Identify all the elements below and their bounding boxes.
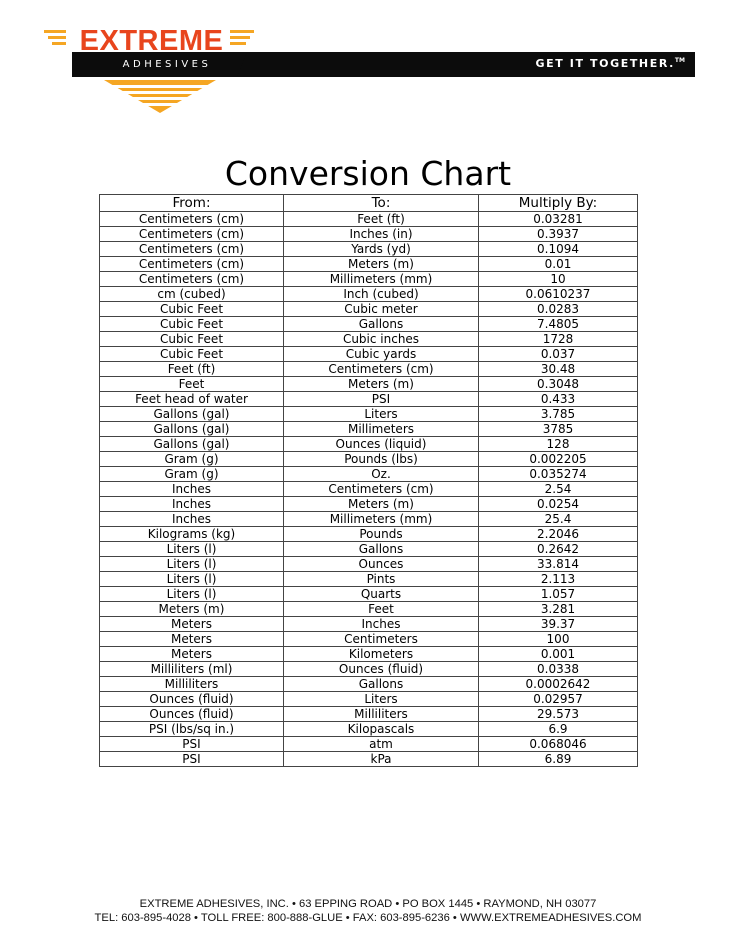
cell-to: Ounces bbox=[284, 557, 479, 572]
cell-multiply: 1.057 bbox=[479, 587, 638, 602]
table-row bbox=[100, 437, 638, 452]
table-row bbox=[100, 692, 638, 707]
cell-to: Ounces (fluid) bbox=[284, 662, 479, 677]
cell-multiply: 39.37 bbox=[479, 617, 638, 632]
table-row bbox=[100, 317, 638, 332]
cell-from: Feet (ft) bbox=[100, 362, 284, 377]
table-row bbox=[100, 452, 638, 467]
cell-multiply: 1728 bbox=[479, 332, 638, 347]
table-row bbox=[100, 617, 638, 632]
cell-to: Gallons bbox=[284, 677, 479, 692]
cell-multiply: 0.02957 bbox=[479, 692, 638, 707]
cell-from: Feet bbox=[100, 377, 284, 392]
table-row bbox=[100, 302, 638, 317]
cell-from: Centimeters (cm) bbox=[100, 227, 284, 242]
table-row bbox=[100, 422, 638, 437]
cell-multiply: 25.4 bbox=[479, 512, 638, 527]
table-header-row bbox=[100, 195, 638, 212]
cell-multiply: 0.037 bbox=[479, 347, 638, 362]
cell-from: Inches bbox=[100, 497, 284, 512]
cell-multiply: 3785 bbox=[479, 422, 638, 437]
table-row bbox=[100, 272, 638, 287]
column-header-multiply: Multiply By: bbox=[479, 195, 638, 212]
cell-to: Inches bbox=[284, 617, 479, 632]
cell-from: Milliliters (ml) bbox=[100, 662, 284, 677]
cell-from: Gallons (gal) bbox=[100, 407, 284, 422]
cell-from: cm (cubed) bbox=[100, 287, 284, 302]
cell-to: Feet bbox=[284, 602, 479, 617]
cell-to: Inch (cubed) bbox=[284, 287, 479, 302]
cell-from: Liters (l) bbox=[100, 557, 284, 572]
cell-to: kPa bbox=[284, 752, 479, 767]
cell-from: Inches bbox=[100, 512, 284, 527]
table-body bbox=[100, 212, 638, 767]
cell-to: Millimeters (mm) bbox=[284, 512, 479, 527]
cell-from: Cubic Feet bbox=[100, 317, 284, 332]
cell-from: Meters bbox=[100, 647, 284, 662]
cell-to: Pounds bbox=[284, 527, 479, 542]
cell-to: Milliliters bbox=[284, 707, 479, 722]
cell-multiply: 0.068046 bbox=[479, 737, 638, 752]
cell-multiply: 10 bbox=[479, 272, 638, 287]
cell-from: Gallons (gal) bbox=[100, 437, 284, 452]
cell-multiply: 0.001 bbox=[479, 647, 638, 662]
cell-from: Liters (l) bbox=[100, 542, 284, 557]
cell-from: Feet head of water bbox=[100, 392, 284, 407]
cell-to: Meters (m) bbox=[284, 497, 479, 512]
logo-wordmark: EXTREME bbox=[79, 25, 224, 57]
cell-multiply: 29.573 bbox=[479, 707, 638, 722]
cell-from: PSI bbox=[100, 752, 284, 767]
cell-multiply: 3.785 bbox=[479, 407, 638, 422]
cell-multiply: 0.035274 bbox=[479, 467, 638, 482]
table-row bbox=[100, 752, 638, 767]
cell-from: Centimeters (cm) bbox=[100, 272, 284, 287]
table-row bbox=[100, 587, 638, 602]
table-row bbox=[100, 347, 638, 362]
cell-multiply: 128 bbox=[479, 437, 638, 452]
cell-multiply: 0.0002642 bbox=[479, 677, 638, 692]
cell-to: Millimeters (mm) bbox=[284, 272, 479, 287]
cell-multiply: 2.2046 bbox=[479, 527, 638, 542]
cell-multiply: 0.3048 bbox=[479, 377, 638, 392]
cell-multiply: 30.48 bbox=[479, 362, 638, 377]
cell-to: Centimeters (cm) bbox=[284, 482, 479, 497]
cell-from: Centimeters (cm) bbox=[100, 242, 284, 257]
cell-multiply: 0.01 bbox=[479, 257, 638, 272]
cell-to: Gallons bbox=[284, 317, 479, 332]
cell-multiply: 0.0338 bbox=[479, 662, 638, 677]
table-row bbox=[100, 287, 638, 302]
table-row bbox=[100, 677, 638, 692]
cell-from: Meters bbox=[100, 617, 284, 632]
table-row bbox=[100, 212, 638, 227]
cell-to: Quarts bbox=[284, 587, 479, 602]
cell-multiply: 0.0254 bbox=[479, 497, 638, 512]
cell-multiply: 0.03281 bbox=[479, 212, 638, 227]
cell-from: Ounces (fluid) bbox=[100, 707, 284, 722]
cell-to: Feet (ft) bbox=[284, 212, 479, 227]
cell-from: Kilograms (kg) bbox=[100, 527, 284, 542]
cell-multiply: 2.54 bbox=[479, 482, 638, 497]
cell-multiply: 0.1094 bbox=[479, 242, 638, 257]
cell-multiply: 3.281 bbox=[479, 602, 638, 617]
cell-from: Cubic Feet bbox=[100, 332, 284, 347]
cell-to: Pints bbox=[284, 572, 479, 587]
cell-to: Meters (m) bbox=[284, 377, 479, 392]
table-row bbox=[100, 557, 638, 572]
footer-address: EXTREME ADHESIVES, INC. • 63 EPPING ROAD • PO BOX 1445 • RAYMOND, NH 03077 bbox=[139, 898, 597, 910]
cell-to: Liters bbox=[284, 692, 479, 707]
trademark: TM bbox=[674, 57, 685, 64]
cell-to: Liters bbox=[284, 407, 479, 422]
cell-multiply: 2.113 bbox=[479, 572, 638, 587]
cell-multiply: 7.4805 bbox=[479, 317, 638, 332]
cell-multiply: 0.2642 bbox=[479, 542, 638, 557]
table-row bbox=[100, 467, 638, 482]
cell-from: Ounces (fluid) bbox=[100, 692, 284, 707]
cell-from: Cubic Feet bbox=[100, 347, 284, 362]
cell-to: Meters (m) bbox=[284, 257, 479, 272]
table-row bbox=[100, 737, 638, 752]
cell-multiply: 6.89 bbox=[479, 752, 638, 767]
table-row bbox=[100, 482, 638, 497]
cell-from: Meters (m) bbox=[100, 602, 284, 617]
cell-to: Cubic meter bbox=[284, 302, 479, 317]
column-header-to: To: bbox=[284, 195, 479, 212]
table-row bbox=[100, 227, 638, 242]
cell-from: Milliliters bbox=[100, 677, 284, 692]
cell-from: Inches bbox=[100, 482, 284, 497]
cell-from: Centimeters (cm) bbox=[100, 257, 284, 272]
company-logo bbox=[44, 24, 259, 116]
cell-from: PSI bbox=[100, 737, 284, 752]
cell-to: Centimeters bbox=[284, 632, 479, 647]
cell-to: Centimeters (cm) bbox=[284, 362, 479, 377]
page-title: Conversion Chart bbox=[224, 154, 512, 193]
table-row bbox=[100, 662, 638, 677]
cell-to: Oz. bbox=[284, 467, 479, 482]
table-row bbox=[100, 242, 638, 257]
column-header-from: From: bbox=[100, 195, 284, 212]
table-row bbox=[100, 362, 638, 377]
cell-multiply: 0.433 bbox=[479, 392, 638, 407]
table-row bbox=[100, 527, 638, 542]
cell-multiply: 0.0610237 bbox=[479, 287, 638, 302]
cell-to: Millimeters bbox=[284, 422, 479, 437]
table-row bbox=[100, 722, 638, 737]
cell-to: Pounds (lbs) bbox=[284, 452, 479, 467]
cell-multiply: 6.9 bbox=[479, 722, 638, 737]
table-row bbox=[100, 572, 638, 587]
conversion-table bbox=[99, 194, 638, 767]
table-row bbox=[100, 647, 638, 662]
table-row bbox=[100, 407, 638, 422]
tagline: GET IT TOGETHER.™ bbox=[535, 57, 685, 70]
cell-from: Centimeters (cm) bbox=[100, 212, 284, 227]
cell-multiply: 100 bbox=[479, 632, 638, 647]
cell-to: PSI bbox=[284, 392, 479, 407]
cell-from: Meters bbox=[100, 632, 284, 647]
table-row bbox=[100, 707, 638, 722]
cell-from: Gallons (gal) bbox=[100, 422, 284, 437]
table-row bbox=[100, 377, 638, 392]
cell-to: Inches (in) bbox=[284, 227, 479, 242]
cell-from: Gram (g) bbox=[100, 452, 284, 467]
table-row bbox=[100, 392, 638, 407]
cell-multiply: 0.3937 bbox=[479, 227, 638, 242]
cell-to: Gallons bbox=[284, 542, 479, 557]
table-row bbox=[100, 512, 638, 527]
table-row bbox=[100, 602, 638, 617]
table-row bbox=[100, 542, 638, 557]
cell-from: PSI (lbs/sq in.) bbox=[100, 722, 284, 737]
cell-to: Cubic yards bbox=[284, 347, 479, 362]
cell-multiply: 33.814 bbox=[479, 557, 638, 572]
table-row bbox=[100, 332, 638, 347]
cell-from: Cubic Feet bbox=[100, 302, 284, 317]
table-row bbox=[100, 632, 638, 647]
logo-subtitle: ADHESIVES bbox=[122, 59, 212, 70]
cell-from: Gram (g) bbox=[100, 467, 284, 482]
table-row bbox=[100, 257, 638, 272]
cell-to: atm bbox=[284, 737, 479, 752]
cell-to: Yards (yd) bbox=[284, 242, 479, 257]
table-row bbox=[100, 497, 638, 512]
cell-to: Kilopascals bbox=[284, 722, 479, 737]
cell-from: Liters (l) bbox=[100, 572, 284, 587]
footer-contact: TEL: 603-895-4028 • TOLL FREE: 800-888-GLUE • FAX: 603-895-6236 • WWW.EXTREMEADHESIVES.COM bbox=[94, 912, 642, 924]
cell-multiply: 0.002205 bbox=[479, 452, 638, 467]
cell-to: Kilometers bbox=[284, 647, 479, 662]
cell-to: Cubic inches bbox=[284, 332, 479, 347]
cell-to: Ounces (liquid) bbox=[284, 437, 479, 452]
cell-multiply: 0.0283 bbox=[479, 302, 638, 317]
cell-from: Liters (l) bbox=[100, 587, 284, 602]
